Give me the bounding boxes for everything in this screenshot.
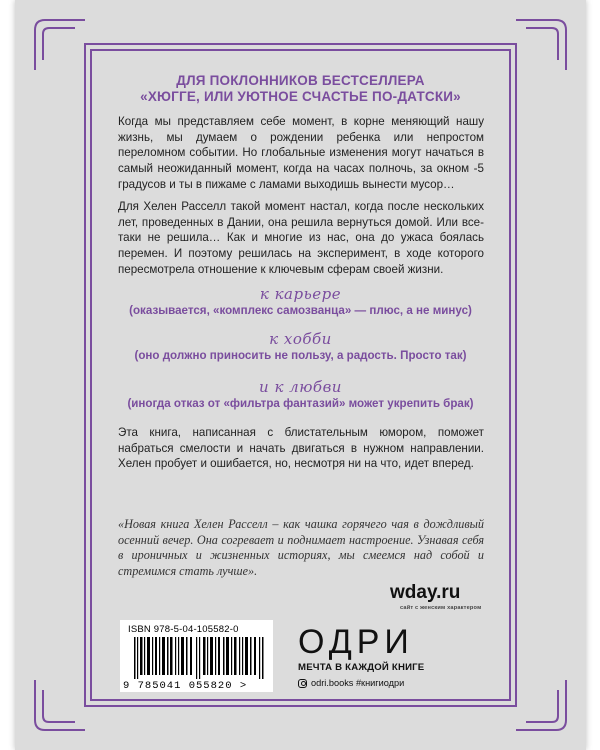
review-quote: «Новая книга Хелен Расселл – как чашка горячего чая в дождливый осенний вечер. Она согревает и поднимает настроение. Узнавая себя в ироничных и жизненных историях, мы смеемся над собой и стремимся стать лучше». (118, 517, 484, 578)
instagram-icon (298, 679, 307, 688)
heading-line-1: ДЛЯ ПОКЛОННИКОВ БЕСТСЕЛЛЕРА (176, 73, 425, 88)
description-paragraph-1: Когда мы представляем себе момент, в корне меняющий нашу жизнь, мы думаем о рождении ребенка или непростом переломном событии. Но глобальные изменения могут начаться в самый неожиданный момент, когда на часах полночь, за окном -5 градусов и ты в пижаме с ламами выходишь вынести мусор… (118, 115, 484, 191)
description-paragraph-3: Эта книга, написанная с блистательным юмором, поможет набраться смелости и начать двигаться в нужном направлении. Хелен пробует и ошибается, но, несмотря ни на что, идет вперед. (118, 426, 484, 471)
sphere-note-love: (иногда отказ от «фильтра фантазий» может укрепить брак) (127, 397, 474, 410)
barcode (120, 620, 273, 692)
barcode-digits: 9 785041 055820 > (123, 680, 248, 692)
sphere-title-career: к карьере (259, 285, 342, 303)
sphere-title-love: и к любви (259, 378, 342, 396)
sphere-note-career: (оказывается, «комплекс самозванца» — плюс, а не минус) (129, 304, 472, 317)
isbn-label: ISBN 978-5-04-105582-0 (128, 624, 239, 635)
book-back-cover (15, 0, 586, 750)
publisher-social-handle: odri.books #книгиодри (311, 678, 405, 688)
publisher-logo: ОДРИ (298, 623, 414, 661)
barcode-bars (134, 637, 264, 679)
review-source-logo: wday.ru (390, 582, 461, 603)
review-source-tagline: сайт с женским характером (400, 605, 482, 611)
publisher-slogan: МЕЧТА В КАЖДОЙ КНИГЕ (298, 662, 425, 673)
publisher-social (298, 678, 404, 688)
heading-line-2: «ХЮГГЕ, ИЛИ УЮТНОЕ СЧАСТЬЕ ПО-ДАТСКИ» (140, 89, 461, 104)
description-paragraph-2: Для Хелен Расселл такой момент настал, когда после нескольких лет, проведенных в Дании, она решила вернуться домой. Или все-таки не решила… Как и многие из нас, она до ужаса боялась перемен. И поэтому решилась на эксперимент, в ходе которого пересмотрела отношение к ключевым сферам своей жизни. (118, 200, 484, 276)
sphere-note-hobby: (оно должно приносить не пользу, а радость. Просто так) (134, 349, 467, 362)
sphere-title-hobby: к хобби (269, 330, 332, 348)
